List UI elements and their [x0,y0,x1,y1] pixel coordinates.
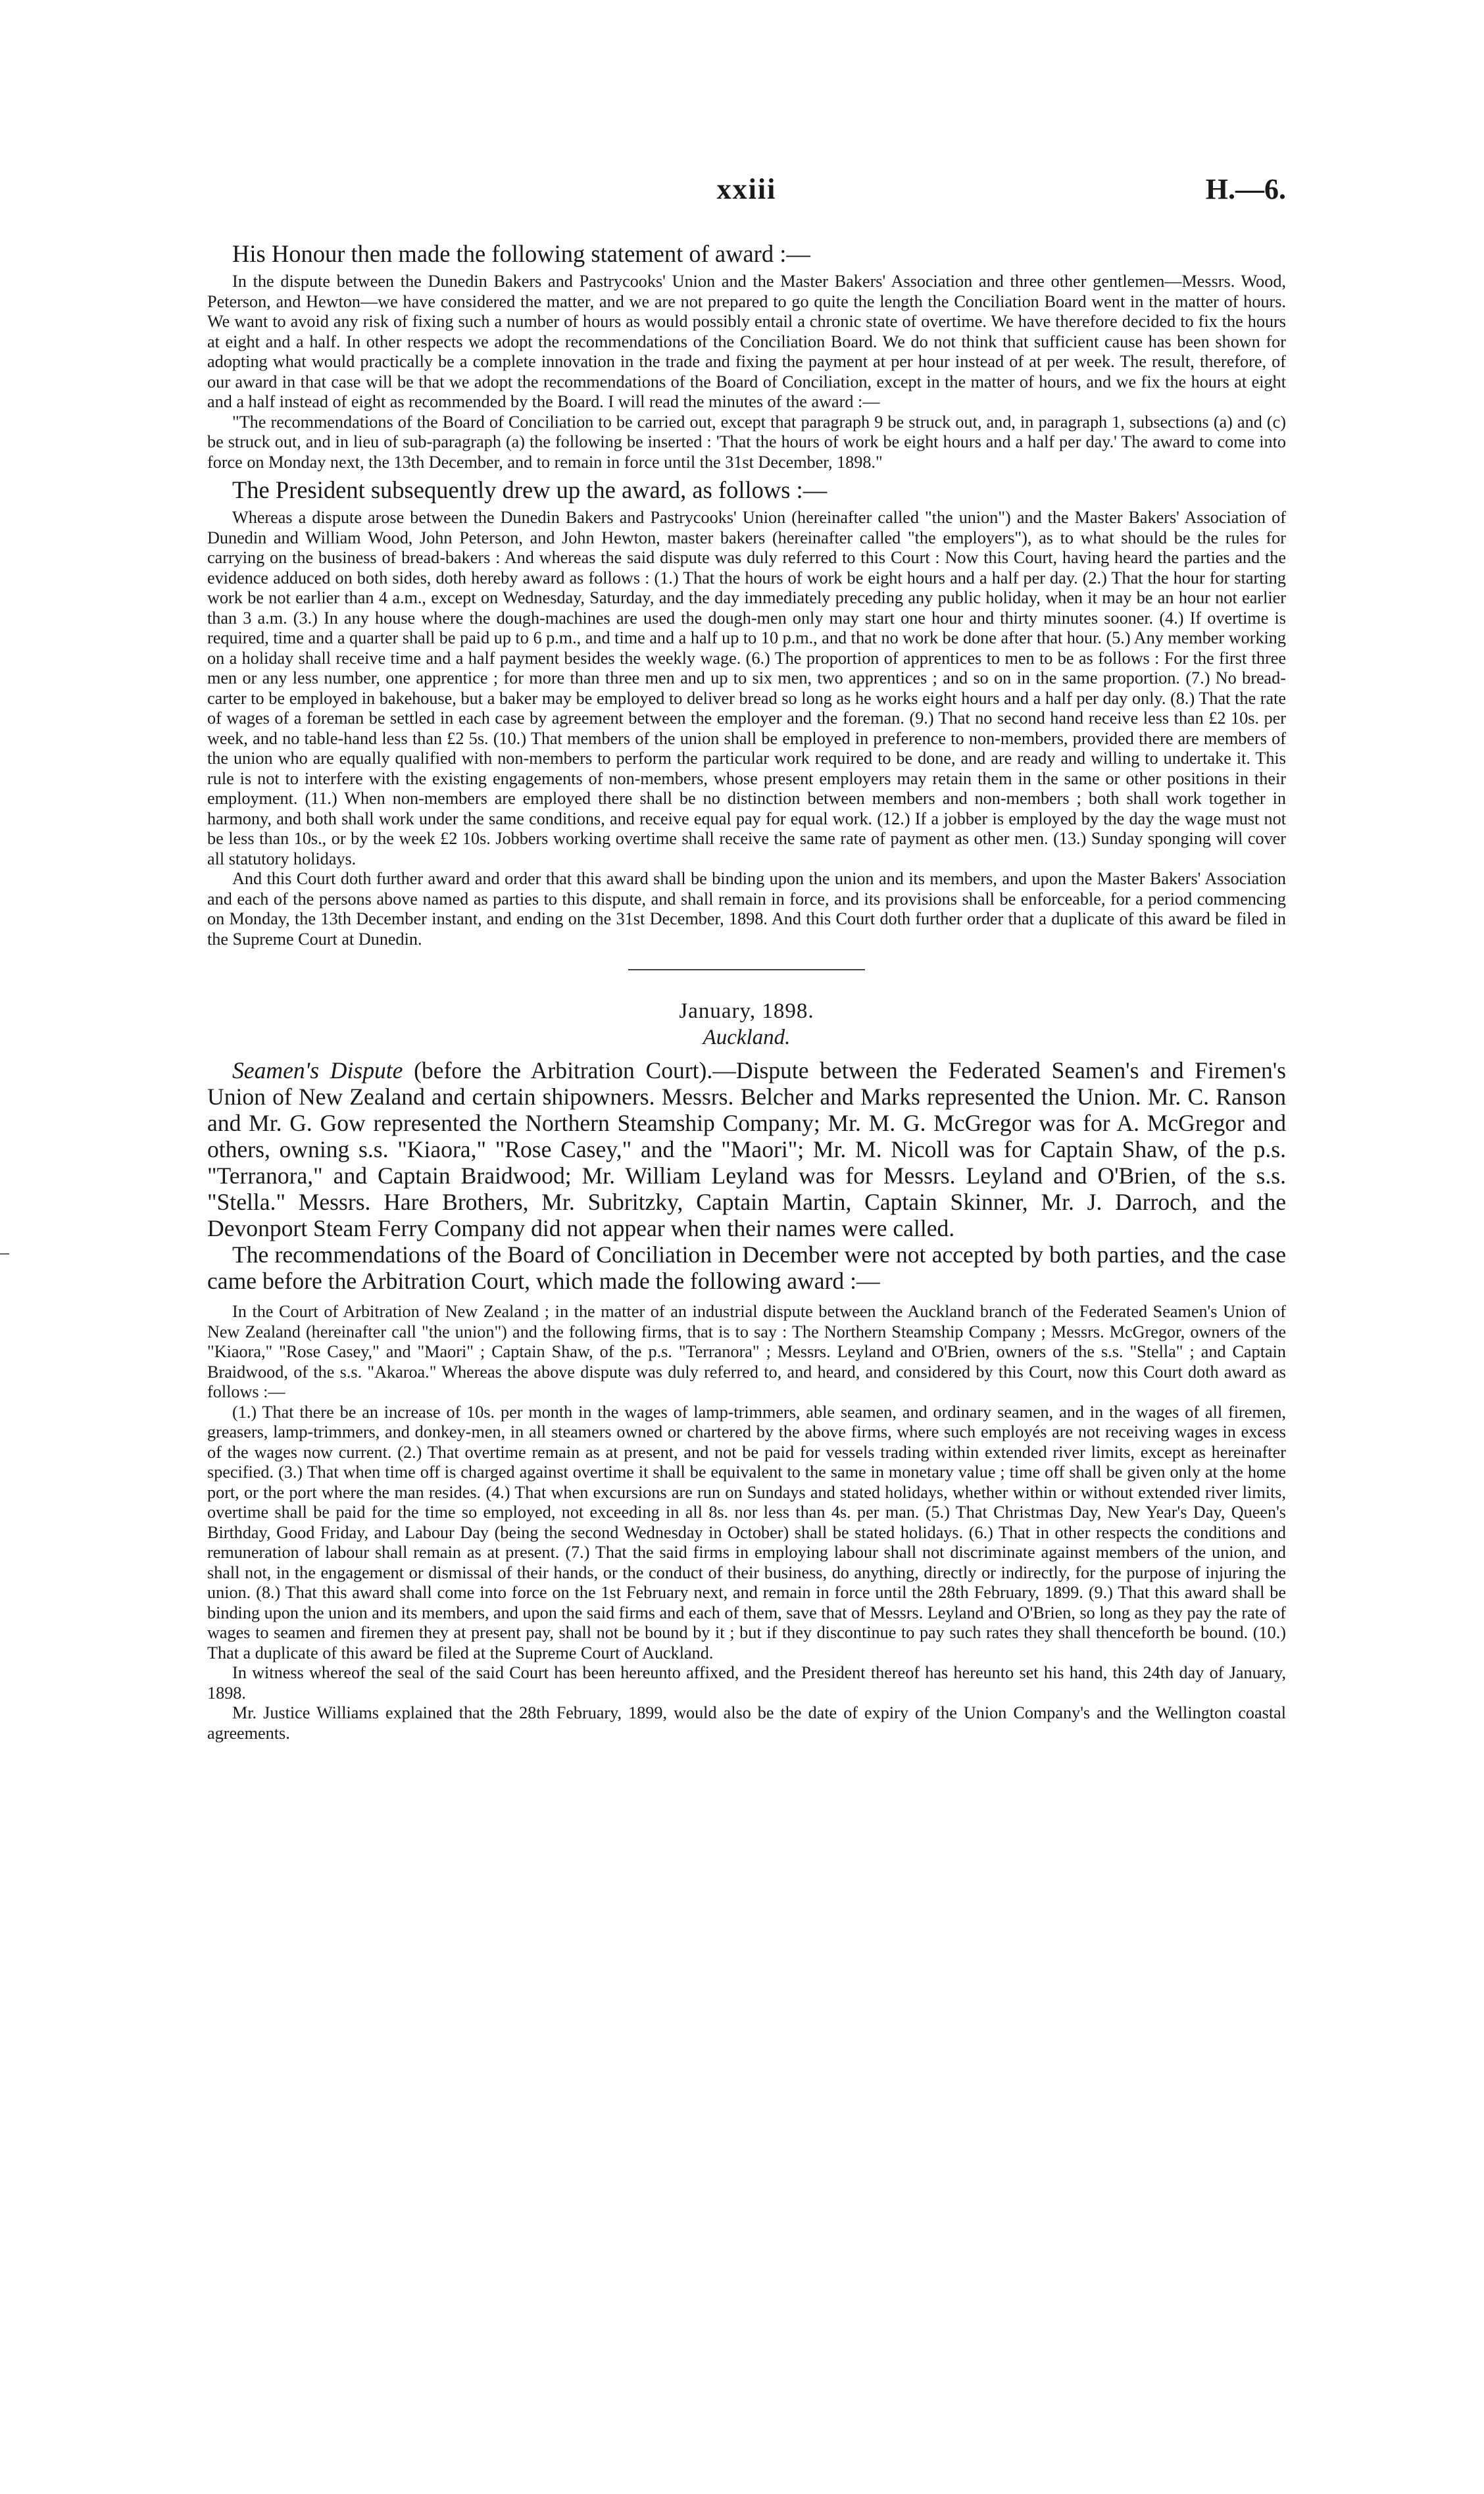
seamens-dispute-paragraph [207,1057,1286,1241]
witness-paragraph: In witness whereof the seal of the said Court has been hereunto affixed, and the President thereof has hereunto set his hand, this 24th day of January, 1898. [207,1663,1286,1703]
margin-mark [0,1253,9,1255]
section-date: January, 1898. [679,999,814,1023]
dunedin-bakers-section [207,240,1286,949]
page-content [207,240,1286,1743]
award-minutes-paragraph: "The recommendations of the Board of Conciliation to be carried out, except that paragraph 9 be struck out, and, in paragraph 1, subsections (a) and (c) be struck out, and in lieu of sub-paragraph (a) the following be inserted : 'That the hours of work be eight hours and a half per day.' The award to come into force on Monday next, the 13th December, and to remain in force until the 31st December, 1898." [207,412,1286,472]
section-divider [628,969,865,970]
seamens-dispute-section [207,998,1286,1743]
case-intro: (before the Arbitration Court).—Dispute between the Federated Seamen's and Firemen's Union of New Zealand and certain shipowners. Messrs. Belcher and Marks represented the Union. Mr. C. Ranson and Mr. G. Gow represented the Northern Steamship Company; Mr. M. G. McGregor was for A. McGregor and others, owning s.s. "Kiaora," "Rose Casey," and the "Maori"; Mr. M. Nicoll was for Captain Shaw, of the p.s. "Terranora," and Captain Braidwood; Mr. William Leyland was for Messrs. Leyland and O'Brien, of the s.s. "Stella." Messrs. Hare Brothers, Mr. Subritzky, Captain Martin, Captain Skinner, Mr. J. Darroch, and the Devonport Steam Ferry Company did not appear when their names were called. [207,1057,1286,1241]
page-header [207,172,1286,218]
page-code: H.—6. [1205,173,1286,205]
section-place: Auckland. [703,1026,791,1049]
seamens-award-paragraph: (1.) That there be an increase of 10s. per month in the wages of lamp-trimmers, able seamen, and ordinary seamen, and in the wages of all firemen, greasers, lamp-trimmers, and donkey-men, in all steamers owned or chartered by the above firms, where such employés are not receiving wages in excess of the wages now current. (2.) That overtime remain as at present, and not be paid for vessels trading within extended river limits, except as hereinafter specified. (3.) That when time off is charged against overtime it shall be equivalent to the same in monetary value ; time off shall be given only at the home port, or the port where the man resides. (4.) That when excursions are run on Sundays and stated holidays, whether within or without extended river limits, overtime shall be paid for the time so employed, not exceeding in all 8s. nor less than 4s. per man. (5.) That Christmas Day, New Year's Day, Queen's Birthday, Good Friday, and Labour Day (being the second Wednesday in October) shall be stated holidays. (6.) That in other respects the conditions and remuneration of labour shall remain as at present. (7.) That the said firms in employing labour shall not discriminate against members of the union, and shall not, in the engagement or dismissal of their hands, or the conduct of their business, do anything, directly or indirectly, for the purpose of injuring the union. (8.) That this award shall come into force on the 1st February next, and remain in force until the 28th February, 1899. (9.) That this award shall be binding upon the union and its members, and upon the said firms and each of them, save that of Messrs. Leyland and O'Brien, so long as they pay the rate of wages to seamen and firemen they at present pay, shall not be bound by it ; but if they discontinue to pay such rates they shall thenceforth be bound. (10.) That a duplicate of this award be filed at the Supreme Court of Auckland. [207,1402,1286,1662]
page-number: xxiii [716,173,777,205]
award-statement-paragraph: In the dispute between the Dunedin Bakers and Pastrycooks' Union and the Master Bakers' Association and three other gentlemen—Messrs. Wood, Peterson, and Hewton—we have considered the matter, and we are not prepared to go quite the length the Conciliation Board went in the matter of hours. We want to avoid any risk of fixing such a number of hours as would possibly entail a chronic state of overtime. We have therefore decided to fix the hours at eight and a half. In other respects we adopt the recommendations of the Conciliation Board. We do not think that sufficient cause has been shown for adopting what would practically be a complete innovation in the trade and fixing the payment at per hour instead of at per week. The result, therefore, of our award in that case will be that we adopt the recommendations of the Board of Conciliation, except in the matter of hours, and we fix the hours at eight and a half instead of eight as recommended by the Board. I will read the minutes of the award :— [207,272,1286,411]
recommendations-paragraph: The recommendations of the Board of Conciliation in December were not accepted by both parties, and the case came before the Arbitration Court, which made the following award :— [207,1241,1286,1294]
bakers-award-closing-paragraph: And this Court doth further award and order that this award shall be binding upon the union and its members, and upon the Master Bakers' Association and each of the persons above named as parties to this dispute, and shall remain in force, and its provisions shall be enforceable, for a period commencing on Monday, the 13th December instant, and ending on the 31st December, 1898. And this Court doth further order that a duplicate of this award be filed in the Supreme Court at Dunedin. [207,869,1286,949]
court-of-arbitration-paragraph: In the Court of Arbitration of New Zealand ; in the matter of an industrial dispute between the Auckland branch of the Federated Seamen's Union of New Zealand (hereinafter call "the union") and the following firms, that is to say : The Northern Steamship Company ; Messrs. McGregor, owners of the "Kiaora," "Rose Casey," and "Maori" ; Captain Shaw, of the p.s. "Terranora" ; Messrs. Leyland and O'Brien, owners of the s.s. "Stella" ; and Captain Braidwood, of the s.s. "Akaroa." Whereas the above dispute was duly referred to, and heard, and considered by this Court, now this Court doth award as follows :— [207,1302,1286,1401]
bakers-award-paragraph: Whereas a dispute arose between the Dunedin Bakers and Pastrycooks' Union (hereinafter called "the union") and the Master Bakers' Association of Dunedin and William Wood, John Peterson, and John Hewton, master bakers (hereinafter called "the employers"), as to what should be the rules for carrying on the business of bread-bakers : And whereas the said dispute was duly referred to this Court : Now this Court, having heard the parties and the evidence adduced on both sides, doth hereby award as follows : (1.) That the hours of work be eight hours and a half per day. (2.) That the hour for starting work be not earlier than 4 a.m., except on Wednesday, Saturday, and the day immediately preceding any public holiday, when it may be an hour not earlier than 3 a.m. (3.) In any house where the dough-machines are used the dough-men only may start one hour and thirty minutes sooner. (4.) If overtime is required, time and a quarter shall be paid up to 6 p.m., and time and a half up to 10 p.m., and that no work be done after that hour. (5.) Any member working on a holiday shall receive time and a half payment besides the weekly wage. (6.) The proportion of apprentices to men to be as follows : For the first three men or any less number, one apprentice ; for more than three men and up to six men, two apprentices ; and so on in the same proportion. (7.) No bread-carter to be employed in bakehouse, but a baker may be employed to deliver bread so long as he works eight hours and a half per day only. (8.) That the rate of wages of a foreman be settled in each case by agreement between the employer and the foreman. (9.) That no second hand receive less than £2 10s. per week, and no table-hand less than £2 5s. (10.) That members of the union shall be employed in preference to non-members, provided there are members of the union who are equally qualified with non-members to perform the particular work required to be done, and are ready and willing to undertake it. This rule is not to interfere with the existing engagements of non-members, whose present employers may retain them in the same or other positions in their employment. (11.) When non-members are employed there shall be no distinction between members and non-members ; both shall work together in harmony, and both shall work under the same conditions, and receive equal pay for equal work. (12.) If a jobber is employed by the day the wage must not be less than 10s., or by the week £2 10s. Jobbers working overtime shall receive the same rate of payment as other men. (13.) Sunday sponging will cover all statutory holidays. [207,508,1286,868]
case-title: Seamen's Dispute [232,1057,403,1084]
justice-williams-note: Mr. Justice Williams explained that the 28th February, 1899, would also be the date of expiry of the Union Company's and the Wellington coastal agreements. [207,1703,1286,1743]
award-statement-intro: His Honour then made the following statement of award :— [232,240,810,267]
president-award-intro: The President subsequently drew up the award, as follows :— [232,476,828,503]
